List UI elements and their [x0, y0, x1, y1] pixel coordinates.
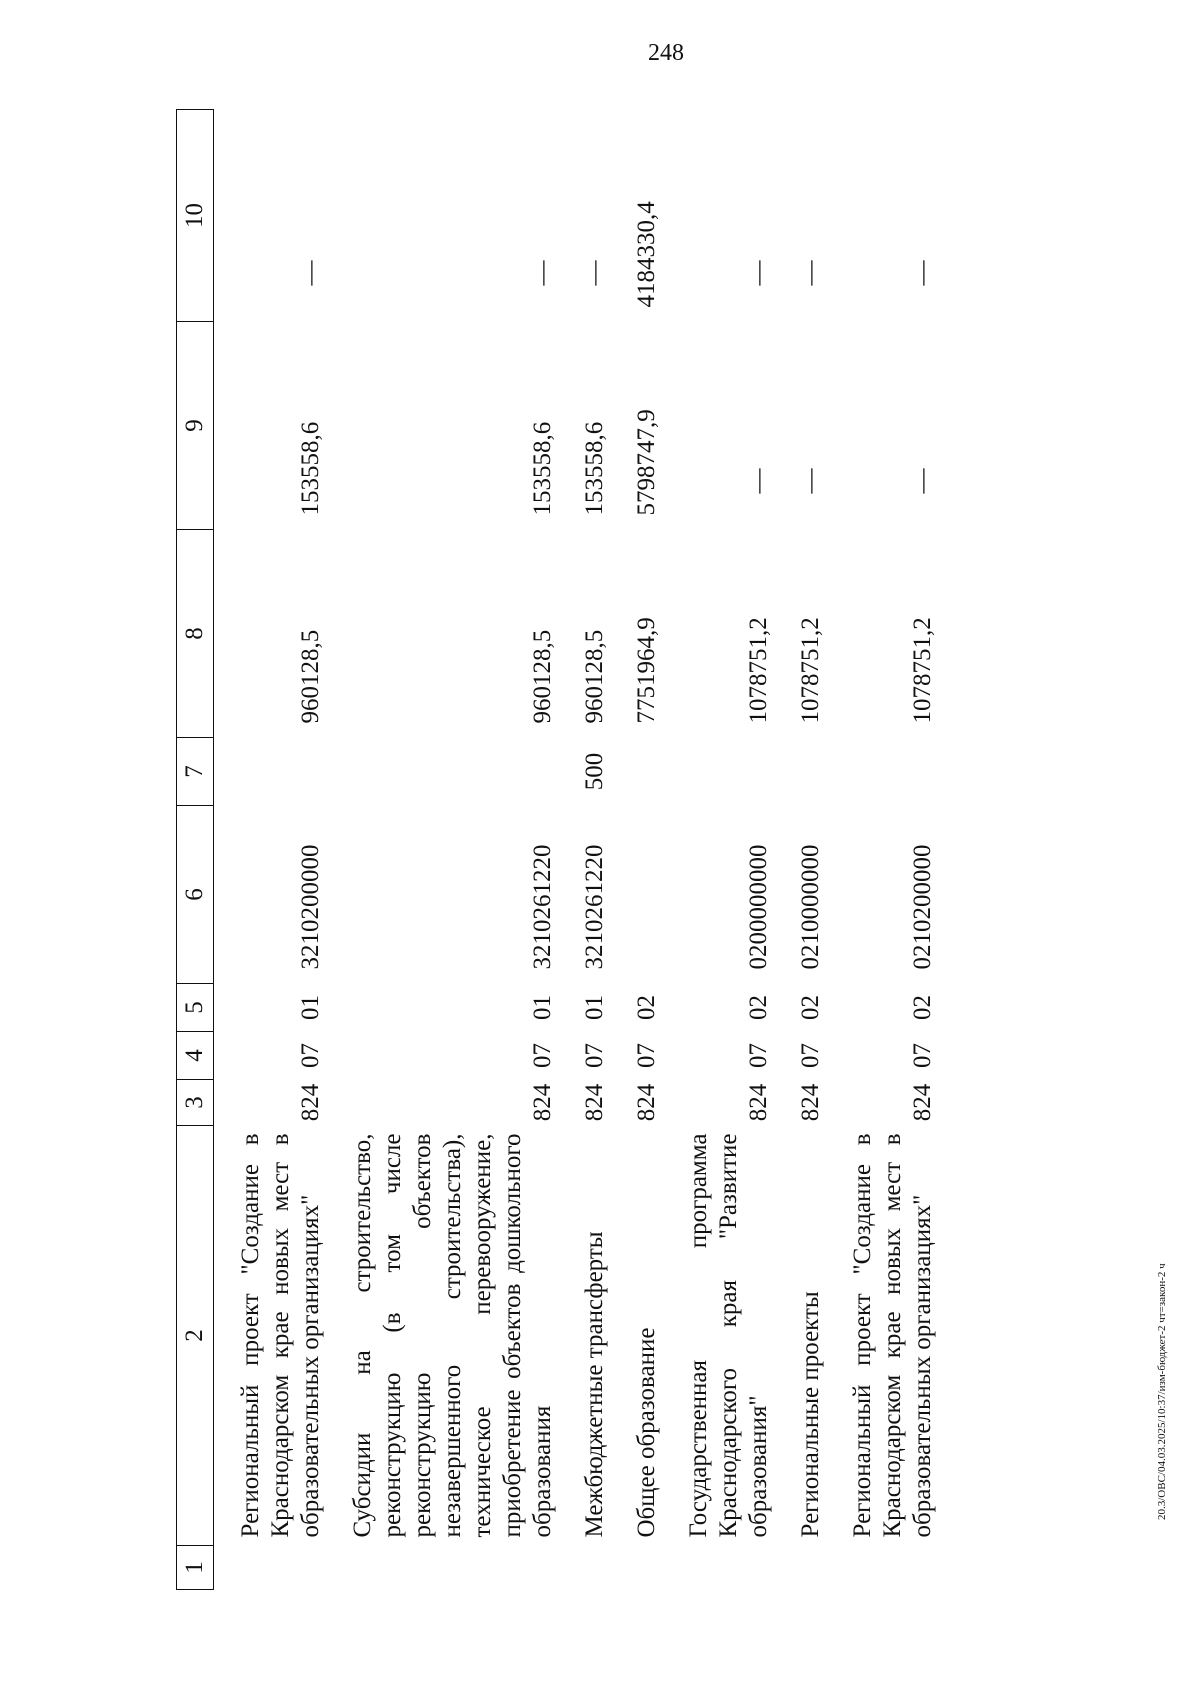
- cell-amount-2: 5798747,9: [633, 409, 660, 516]
- cell-amount-3: —: [297, 260, 324, 286]
- cell-amount-3: —: [529, 260, 556, 286]
- column-header-3: 3: [177, 1080, 214, 1126]
- table-row: [610, 110, 662, 1590]
- table-row: [214, 110, 327, 1590]
- table-row: [558, 110, 610, 1590]
- cell-name: Государственная программа Краснодарского края "Развитие образования": [685, 1133, 772, 1538]
- cell-amount-2: —: [745, 468, 772, 494]
- cell-subsection: 02: [909, 995, 936, 1020]
- cell-subsection: 01: [529, 995, 556, 1020]
- cell-expense-type: [610, 738, 662, 806]
- cell-subsection: 02: [633, 995, 660, 1020]
- cell-section: 07: [745, 1043, 772, 1068]
- column-header-4: 4: [177, 1032, 214, 1080]
- cell-amount-3: —: [909, 260, 936, 286]
- cell-amount-2: 153558,6: [297, 421, 324, 516]
- cell-amount-2: 153558,6: [581, 421, 608, 516]
- column-header-1: 1: [177, 1546, 214, 1590]
- column-header-5: 5: [177, 984, 214, 1032]
- cell-target-article: 3210261220: [581, 844, 608, 970]
- cell-amount-1: 960128,5: [297, 629, 324, 724]
- cell-expense-type: [326, 738, 558, 806]
- cell-amount-2: —: [909, 468, 936, 494]
- cell-name: Субсидии на строительство, реконструкцию (в том числе реконструкцию объектов незавершенного строительства), техническое перевооружение, приобретение объектов дошкольного образования: [349, 1133, 556, 1538]
- table-header-row: [177, 110, 214, 1590]
- cell-amount-1: 960128,5: [529, 629, 556, 724]
- column-header-9: 9: [177, 322, 214, 530]
- table-row: [774, 110, 826, 1590]
- cell-name: Региональный проект "Создание в Краснодарском крае новых мест в образовательных организациях": [849, 1133, 936, 1538]
- cell-amount-3: —: [745, 260, 772, 286]
- cell-name: Общее образование: [633, 1327, 660, 1538]
- budget-table: [176, 109, 938, 1590]
- cell-expense-type: 500: [581, 752, 608, 791]
- cell-section: 07: [297, 1043, 324, 1068]
- column-header-6: 6: [177, 806, 214, 984]
- cell-ministry-code: 824: [633, 1083, 660, 1122]
- cell-amount-2: —: [797, 468, 824, 494]
- footer-document-code: 20.3/ОВС/04.03.2025/10:37/изм-бюджет-2 чт=закон-2 ч: [1156, 1263, 1168, 1520]
- cell-expense-type: [662, 738, 774, 806]
- cell-ministry-code: 824: [297, 1083, 324, 1122]
- table-row: [326, 110, 558, 1590]
- cell-section: 07: [909, 1043, 936, 1068]
- cell-name: Региональные проекты: [797, 1291, 824, 1538]
- column-header-8: 8: [177, 530, 214, 738]
- cell-subsection: 02: [745, 995, 772, 1020]
- cell-name: Межбюджетные трансферты: [581, 1231, 608, 1538]
- cell-amount-2: 153558,6: [529, 421, 556, 516]
- cell-ministry-code: 824: [581, 1083, 608, 1122]
- rotated-page-content: [176, 110, 1056, 1590]
- cell-ministry-code: 824: [745, 1083, 772, 1122]
- cell-row-number: [774, 1546, 826, 1590]
- cell-row-number: [558, 1546, 610, 1590]
- cell-amount-1: 1078751,2: [745, 617, 772, 724]
- cell-amount-1: 1078751,2: [797, 617, 824, 724]
- cell-section: 07: [529, 1043, 556, 1068]
- cell-target-article: 3210200000: [297, 844, 324, 970]
- cell-amount-1: 1078751,2: [909, 617, 936, 724]
- cell-row-number: [610, 1546, 662, 1590]
- cell-amount-3: —: [797, 260, 824, 286]
- cell-amount-1: 960128,5: [581, 629, 608, 724]
- cell-expense-type: [826, 738, 938, 806]
- cell-section: 07: [581, 1043, 608, 1068]
- cell-target-article: 3210261220: [529, 844, 556, 970]
- cell-row-number: [214, 1546, 327, 1590]
- cell-target-article: 0210200000: [909, 844, 936, 970]
- column-header-10: 10: [177, 110, 214, 322]
- cell-subsection: 01: [581, 995, 608, 1020]
- cell-subsection: 01: [297, 995, 324, 1020]
- cell-expense-type: [774, 738, 826, 806]
- page-number: 248: [648, 40, 684, 66]
- column-header-7: 7: [177, 738, 214, 806]
- cell-ministry-code: 824: [529, 1083, 556, 1122]
- cell-ministry-code: 824: [909, 1083, 936, 1122]
- cell-amount-3: —: [581, 260, 608, 286]
- cell-expense-type: [214, 738, 327, 806]
- cell-row-number: [826, 1546, 938, 1590]
- cell-row-number: [662, 1546, 774, 1590]
- cell-section: 07: [797, 1043, 824, 1068]
- cell-section: 07: [633, 1043, 660, 1068]
- cell-ministry-code: 824: [797, 1083, 824, 1122]
- cell-row-number: [326, 1546, 558, 1590]
- cell-name: Региональный проект "Создание в Краснодарском крае новых мест в образовательных организациях": [237, 1133, 324, 1538]
- cell-amount-3: 4184330,4: [633, 201, 660, 308]
- table-row: [826, 110, 938, 1590]
- cell-amount-1: 7751964,9: [633, 617, 660, 724]
- cell-target-article: [610, 806, 662, 984]
- column-header-2: 2: [177, 1126, 214, 1546]
- table-row: [662, 110, 774, 1590]
- cell-target-article: 0210000000: [797, 844, 824, 970]
- cell-subsection: 02: [797, 995, 824, 1020]
- cell-target-article: 0200000000: [745, 844, 772, 970]
